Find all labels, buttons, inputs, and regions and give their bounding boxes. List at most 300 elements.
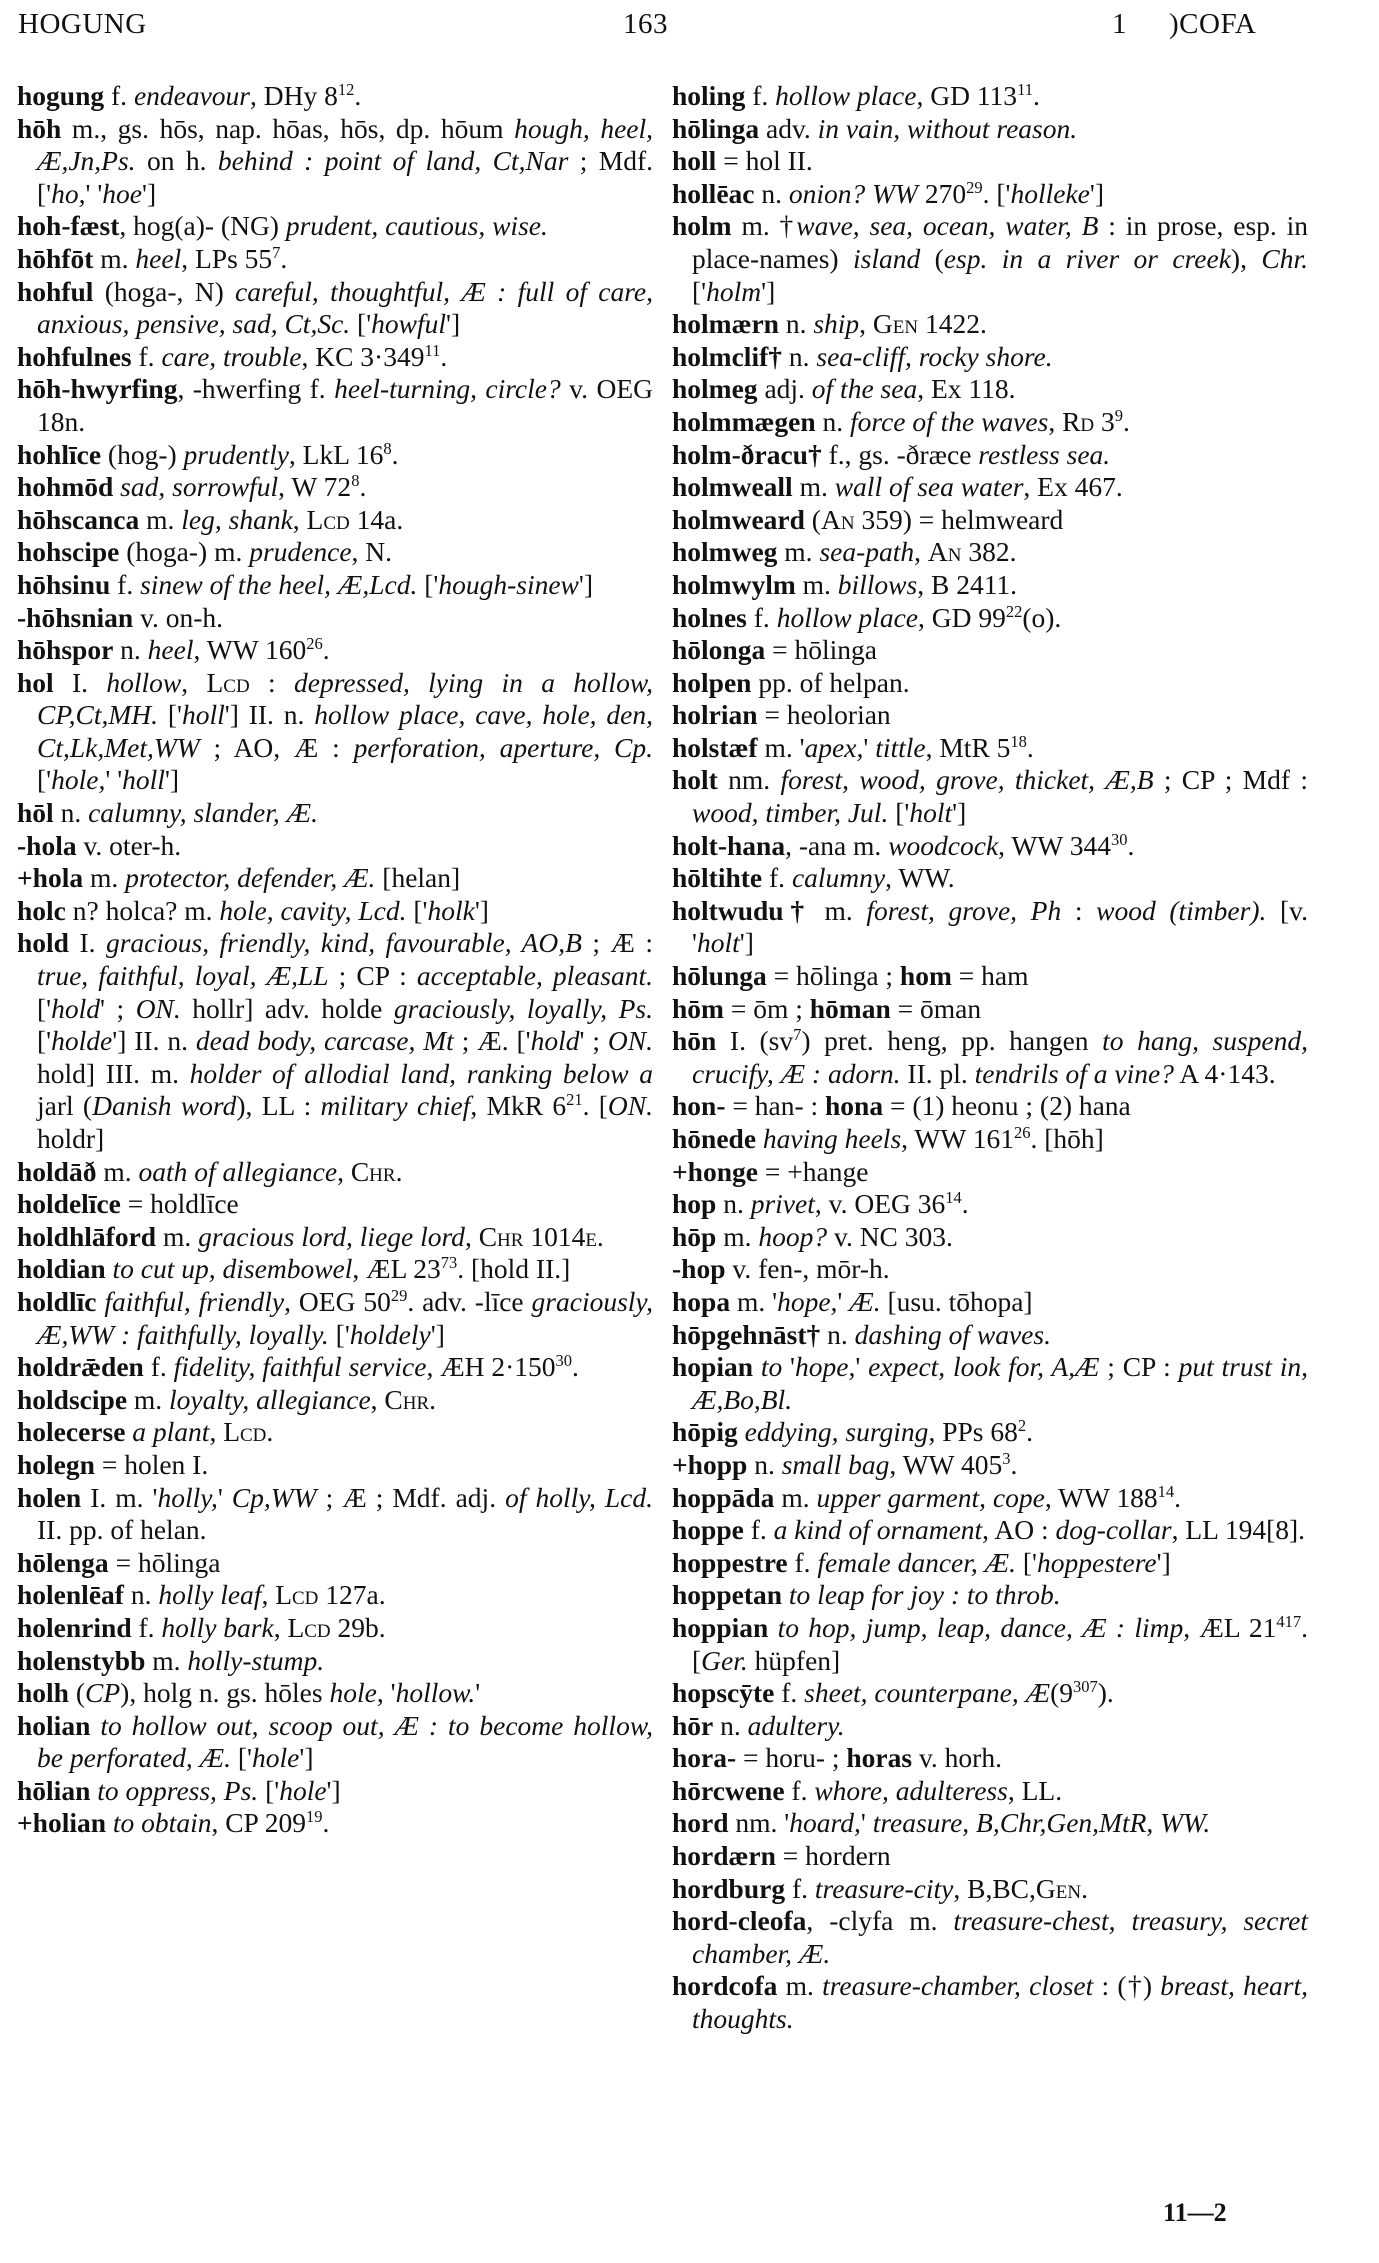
superscript-ref: 26 bbox=[1013, 1122, 1031, 1142]
definition-text: female dancer, Æ. bbox=[817, 1546, 1016, 1578]
definition-text: holdely bbox=[349, 1318, 431, 1350]
definition-text: forest, wood, grove, thicket, Æ,B bbox=[780, 764, 1154, 796]
dictionary-entry bbox=[672, 1286, 1308, 1319]
dictionary-entry bbox=[672, 341, 1308, 374]
definition-text: holder of allodial land, ranking below a bbox=[189, 1057, 653, 1089]
dictionary-entry bbox=[672, 439, 1308, 472]
headword: hom bbox=[899, 960, 952, 992]
entry-text: ; CP : bbox=[328, 960, 417, 992]
headword: hohful bbox=[17, 275, 94, 307]
entry-text: ; Mdf. [' bbox=[37, 145, 654, 209]
entry-text: m. bbox=[777, 536, 820, 568]
entry-text: , LL. bbox=[1007, 1774, 1063, 1806]
entry-text: n. bbox=[53, 797, 89, 829]
entry-text: , DHy 8 bbox=[250, 80, 338, 111]
entry-text: ( bbox=[804, 503, 821, 535]
entry-text: , LL 194[8]. bbox=[1171, 1514, 1306, 1546]
headword: holian bbox=[17, 1709, 91, 1741]
headword: hōr bbox=[672, 1709, 714, 1741]
definition-text: hole bbox=[252, 1742, 300, 1774]
headword: hoppetan bbox=[672, 1579, 783, 1611]
dictionary-entry bbox=[17, 1449, 653, 1482]
entry-text: ). bbox=[1097, 1677, 1114, 1709]
entry-text: n. bbox=[782, 340, 817, 372]
entry-text: = ōman bbox=[890, 992, 982, 1024]
definition-text: depressed, lying in a hollow, CP,Ct,MH. bbox=[37, 666, 653, 731]
definition-text: leg, shank bbox=[181, 503, 293, 535]
dictionary-entry bbox=[672, 1090, 1308, 1123]
entry-text: [' bbox=[328, 1318, 350, 1350]
entry-text: , MkR 6 bbox=[470, 1090, 567, 1122]
definition-text: holt bbox=[909, 797, 953, 829]
dictionary-entry bbox=[17, 80, 653, 113]
entry-text: (hoga-, N) bbox=[93, 275, 236, 307]
entry-text: v. oter-h. bbox=[76, 829, 182, 861]
entry-text: ; Æ : bbox=[581, 927, 653, 959]
source-abbrev: Rd bbox=[1062, 405, 1095, 437]
dictionary-column-left bbox=[17, 80, 653, 1840]
entry-text: , WW 160 bbox=[193, 634, 307, 666]
dictionary-entry bbox=[17, 1710, 653, 1775]
headword: holenlēaf bbox=[17, 1579, 124, 1611]
entry-text: f. bbox=[762, 862, 792, 894]
definition-text: tendrils of a vine? bbox=[974, 1057, 1174, 1089]
entry-text: . bbox=[1174, 1481, 1181, 1513]
entry-text: '] bbox=[446, 308, 461, 340]
definition-text: adultery. bbox=[747, 1709, 845, 1741]
entry-text: ' ; bbox=[100, 992, 136, 1024]
definition-text: ship bbox=[813, 308, 860, 340]
entry-text: m., gs. hōs, nap. hōas, hōs, dp. hōum bbox=[61, 112, 515, 144]
definition-text: heel bbox=[147, 634, 194, 666]
dictionary-entry bbox=[672, 1775, 1308, 1808]
definition-text: hole bbox=[279, 1774, 327, 1806]
headword: +holian bbox=[17, 1807, 107, 1839]
superscript-ref: 11 bbox=[424, 340, 441, 360]
definition-text: hoppestere bbox=[1037, 1546, 1157, 1578]
entry-text: : bbox=[1061, 894, 1097, 926]
headword: hōnede bbox=[672, 1123, 757, 1154]
definition-text: dead body, carcase, Mt bbox=[195, 1025, 454, 1057]
definition-text: hope, bbox=[794, 1351, 856, 1383]
definition-text: holleke bbox=[1010, 177, 1090, 209]
dictionary-entry bbox=[672, 764, 1308, 829]
entry-text: , WW 344 bbox=[998, 829, 1111, 861]
entry-text: ( bbox=[68, 1677, 86, 1709]
headword: holdāð bbox=[17, 1155, 97, 1187]
headword: hōlenga bbox=[17, 1546, 109, 1578]
entry-text: ( bbox=[920, 242, 944, 274]
definition-text: holl bbox=[122, 764, 165, 796]
entry-text: = hōlinga bbox=[765, 634, 877, 666]
entry-text bbox=[768, 1612, 777, 1643]
dictionary-entry bbox=[672, 504, 1308, 537]
headword: hōhfōt bbox=[17, 242, 94, 274]
definition-text: to bbox=[760, 1351, 783, 1383]
dictionary-entry bbox=[17, 797, 653, 830]
definition-text: Ger. bbox=[701, 1644, 748, 1676]
entry-text: = horu- ; bbox=[736, 1742, 847, 1774]
headword: hohscipe bbox=[17, 536, 120, 568]
headword: hoppian bbox=[672, 1611, 769, 1643]
dictionary-entry bbox=[672, 1873, 1308, 1906]
definition-text: forest, grove, Ph bbox=[866, 894, 1062, 926]
headword: holmærn bbox=[672, 308, 779, 340]
dictionary-entry bbox=[17, 1645, 653, 1678]
dictionary-entry bbox=[672, 993, 1308, 1026]
entry-text: II. pp. of helan. bbox=[37, 1514, 207, 1546]
definition-text: graciously, loyally, Ps. bbox=[393, 992, 653, 1024]
entry-text: '] bbox=[1089, 177, 1104, 209]
definition-text: gracious lord, liege lord bbox=[198, 1220, 465, 1252]
entry-text: pp. of helpan. bbox=[751, 666, 910, 698]
definition-text: holt bbox=[696, 927, 740, 959]
entry-text: f. bbox=[746, 601, 777, 633]
definition-text: of the sea bbox=[811, 373, 918, 405]
entry-text: = holen I. bbox=[94, 1448, 209, 1480]
headword: hoppe bbox=[672, 1514, 744, 1546]
definition-text: to obtain bbox=[112, 1807, 212, 1839]
superscript-ref: 7 bbox=[272, 242, 281, 262]
dictionary-entry bbox=[672, 569, 1308, 602]
dictionary-entry bbox=[17, 504, 653, 537]
entry-text: , -clyfa m. bbox=[806, 1905, 954, 1937]
entry-text: n. bbox=[713, 1709, 748, 1741]
entry-text: . bbox=[1032, 80, 1040, 111]
entry-text: ' bbox=[217, 1481, 232, 1513]
definition-text: behind : point of land, Ct,Nar bbox=[217, 145, 569, 177]
dictionary-entry bbox=[17, 1221, 653, 1254]
entry-text bbox=[753, 1351, 761, 1382]
entry-text: , bbox=[292, 503, 307, 535]
entry-text: 270 bbox=[917, 177, 967, 209]
dictionary-entry bbox=[672, 667, 1308, 700]
entry-text: m. ' bbox=[730, 1285, 778, 1317]
headword: hol bbox=[17, 666, 54, 698]
source-abbrev: Lcd bbox=[306, 503, 350, 535]
entry-text: 127a. bbox=[318, 1579, 386, 1611]
definition-text: care, trouble bbox=[161, 340, 302, 372]
headword: holc bbox=[17, 894, 66, 926]
headword: hōlinga bbox=[672, 112, 760, 144]
dictionary-entry bbox=[672, 1253, 1308, 1286]
superscript-ref: 22 bbox=[1005, 601, 1023, 621]
entry-text: , GD 99 bbox=[918, 601, 1006, 633]
definition-text: ho, bbox=[51, 177, 86, 209]
dictionary-entry bbox=[672, 1807, 1308, 1840]
dictionary-entry bbox=[17, 1416, 653, 1449]
headword: hōhspor bbox=[17, 634, 114, 666]
superscript-ref: 9 bbox=[1114, 405, 1124, 425]
entry-text: : bbox=[249, 666, 294, 698]
entry-text: , WW. bbox=[885, 862, 955, 894]
entry-text: . bbox=[1081, 1872, 1088, 1904]
entry-text: m. bbox=[716, 1220, 759, 1252]
entry-text: f. bbox=[743, 1514, 774, 1546]
source-abbrev: Chr bbox=[478, 1220, 524, 1252]
entry-text: . bbox=[440, 340, 448, 372]
entry-text: ' ' bbox=[105, 764, 123, 796]
entry-text: : (†) bbox=[1093, 1970, 1161, 2002]
definition-text: heel bbox=[135, 242, 182, 274]
dictionary-entry bbox=[17, 895, 653, 928]
headword: hōlian bbox=[17, 1774, 91, 1806]
entry-text: '] bbox=[739, 927, 754, 959]
definition-text: hole, bbox=[51, 764, 106, 796]
entry-text: , bbox=[337, 1155, 351, 1187]
definition-text: hold bbox=[51, 992, 101, 1024]
dictionary-entry bbox=[17, 113, 653, 211]
definition-text: to hop, jump, leap, dance, Æ : limp bbox=[777, 1611, 1184, 1643]
headword: hordcofa bbox=[672, 1970, 778, 2002]
entry-text: 29b. bbox=[330, 1611, 386, 1643]
definition-text: sad, sorrowful bbox=[120, 471, 279, 503]
entry-text: [' bbox=[406, 894, 428, 926]
entry-text: . [' bbox=[982, 177, 1011, 209]
entry-text: . bbox=[280, 242, 288, 274]
headword: hōman bbox=[809, 992, 891, 1024]
definition-text: wave, sea, ocean, water, B bbox=[796, 210, 1099, 242]
entry-text: ; CP : bbox=[1099, 1351, 1179, 1383]
dictionary-entry bbox=[672, 1449, 1308, 1482]
dictionary-entry bbox=[17, 569, 653, 602]
entry-text: [' bbox=[258, 1774, 280, 1806]
entry-text: on h. bbox=[135, 145, 218, 177]
dictionary-entry bbox=[672, 1710, 1308, 1743]
entry-text bbox=[782, 1579, 789, 1610]
headword: holmweard bbox=[672, 503, 805, 535]
dictionary-entry bbox=[672, 862, 1308, 895]
entry-text: = +hange bbox=[757, 1155, 869, 1187]
definition-text: put trust in, Æ,Bo,Bl. bbox=[692, 1351, 1308, 1415]
superscript-ref: 30 bbox=[1110, 829, 1128, 849]
entry-text: II. pl. bbox=[900, 1057, 975, 1089]
entry-text: n. bbox=[754, 177, 789, 209]
entry-text: '] bbox=[474, 894, 489, 926]
superscript-ref: 12 bbox=[337, 79, 355, 99]
entry-text: , Ex 118. bbox=[917, 373, 1016, 405]
entry-text: m. bbox=[96, 1155, 139, 1187]
superscript-ref: 307 bbox=[1073, 1676, 1098, 1696]
definition-text: treasure-chest, treasury, secret chamber, Æ. bbox=[692, 1905, 1308, 1969]
entry-text: '] bbox=[326, 1774, 341, 1806]
entry-text: = ham bbox=[951, 960, 1029, 992]
definition-text: expect, look for, A,Æ bbox=[868, 1351, 1100, 1383]
definition-text: privet bbox=[750, 1188, 815, 1220]
entry-text: ' bbox=[863, 731, 876, 763]
entry-text: f. bbox=[785, 1872, 815, 1904]
headword: holmmægen bbox=[672, 405, 816, 437]
definition-text: dog-collar bbox=[1055, 1514, 1172, 1546]
entry-text: , ÆL 23 bbox=[352, 1253, 441, 1285]
entry-text: . bbox=[322, 634, 330, 666]
headword: hōlonga bbox=[672, 634, 766, 666]
entry-text: f. bbox=[104, 80, 134, 111]
entry-text: I. (sv bbox=[716, 1025, 794, 1057]
definition-text: upper garment, cope bbox=[816, 1481, 1045, 1513]
dictionary-entry bbox=[17, 471, 653, 504]
definition-text: tittle bbox=[875, 731, 926, 763]
superscript-ref: 19 bbox=[305, 1807, 323, 1827]
dictionary-entry bbox=[17, 1253, 653, 1286]
entry-text: . bbox=[596, 1220, 604, 1252]
entry-text: . [hold II.] bbox=[457, 1253, 571, 1285]
dictionary-entry bbox=[17, 210, 653, 243]
headword: hoppāda bbox=[672, 1481, 775, 1513]
definition-text: wood, timber, Jul. bbox=[692, 797, 889, 829]
dictionary-entry bbox=[672, 80, 1308, 113]
source-abbrev: Chr bbox=[384, 1383, 430, 1415]
dictionary-entry bbox=[672, 1416, 1308, 1449]
definition-text: hold bbox=[530, 1025, 580, 1057]
definition-text: restless sea. bbox=[978, 438, 1111, 470]
headword: hollēac bbox=[672, 177, 755, 209]
definition-text: ON. bbox=[607, 1090, 653, 1122]
entry-text: f. bbox=[787, 1546, 818, 1578]
headword: -hop bbox=[672, 1253, 726, 1285]
definition-text: holly, bbox=[157, 1481, 218, 1513]
entry-text: hollr] adv. holde bbox=[180, 992, 394, 1024]
dictionary-entry bbox=[672, 602, 1308, 635]
headword: holecerse bbox=[17, 1416, 126, 1448]
headword: -hola bbox=[17, 829, 77, 861]
headword: +honge bbox=[672, 1155, 758, 1187]
definition-text: loyalty, allegiance bbox=[169, 1383, 371, 1415]
entry-text: v. NC 303. bbox=[827, 1220, 953, 1252]
superscript-ref: 8 bbox=[351, 470, 360, 490]
entry-text: hüpfen] bbox=[747, 1644, 841, 1676]
dictionary-entry bbox=[672, 732, 1308, 765]
entry-text: nm. ' bbox=[728, 1807, 790, 1839]
definition-text: hollow bbox=[106, 666, 182, 698]
entry-text: n. bbox=[747, 1448, 782, 1480]
headword: hora- bbox=[672, 1742, 737, 1774]
headword: hōl bbox=[17, 797, 54, 829]
entry-text: ; AO, Æ : bbox=[199, 731, 354, 763]
entry-text: [' bbox=[692, 275, 707, 307]
dictionary-entry bbox=[672, 1612, 1308, 1677]
dictionary-entry bbox=[672, 308, 1308, 341]
source-abbrev: An bbox=[820, 503, 855, 535]
dictionary-entry bbox=[17, 862, 653, 895]
definition-text: wood (timber). bbox=[1096, 894, 1267, 926]
entry-text: f. bbox=[131, 340, 162, 372]
superscript-ref: 14 bbox=[1157, 1481, 1175, 1501]
headword: hōh bbox=[17, 112, 62, 144]
definition-text: howful bbox=[371, 308, 447, 340]
running-head-right-b: )COFA bbox=[1169, 8, 1257, 40]
headword: +hopp bbox=[672, 1448, 748, 1480]
entry-text: [' bbox=[1016, 1546, 1037, 1578]
definition-text: sinew of the heel, Æ,Lcd. bbox=[140, 568, 418, 600]
entry-text: m. bbox=[139, 503, 182, 535]
definition-text: hoard, bbox=[789, 1807, 861, 1839]
dictionary-entry bbox=[17, 1351, 653, 1384]
entry-text: . bbox=[1026, 1416, 1033, 1448]
dictionary-entry bbox=[672, 830, 1308, 863]
entry-text: . bbox=[1127, 829, 1135, 861]
superscript-ref: 8 bbox=[383, 438, 392, 458]
entry-text: . [ bbox=[692, 1611, 1309, 1676]
definition-text: true, faithful, loyal, Æ,LL bbox=[37, 960, 329, 992]
entry-text: m. ' bbox=[757, 731, 805, 763]
dictionary-entry bbox=[17, 634, 653, 667]
dictionary-entry bbox=[17, 1775, 653, 1808]
headword: hopa bbox=[672, 1285, 731, 1317]
entry-text: . adv. -līce bbox=[407, 1285, 532, 1317]
definition-text: hole, cavity, Lcd. bbox=[219, 894, 407, 926]
dictionary-entry bbox=[17, 1384, 653, 1417]
entry-text bbox=[106, 1253, 113, 1284]
entry-text: . bbox=[391, 438, 399, 470]
definition-text: holly bark bbox=[161, 1611, 274, 1643]
definition-text: small bag bbox=[781, 1448, 890, 1480]
entry-text: ' ; bbox=[579, 1025, 608, 1057]
entry-text: , -hwerfing f. bbox=[177, 373, 335, 405]
headword: hōn bbox=[672, 1025, 717, 1057]
entry-text: ), LL : bbox=[236, 1090, 321, 1122]
entry-text: '] bbox=[299, 1742, 314, 1774]
headword: hōrcwene bbox=[672, 1774, 785, 1806]
definition-text: holde bbox=[51, 1025, 113, 1057]
entry-text: m. bbox=[156, 1220, 199, 1252]
entry-text: n. bbox=[113, 634, 148, 666]
headword: hōh-hwyrfing bbox=[17, 373, 178, 405]
entry-text: , bbox=[209, 1416, 224, 1448]
entry-text: n. bbox=[716, 1188, 751, 1220]
entry-text: I. m. ' bbox=[81, 1481, 158, 1513]
dictionary-entry bbox=[17, 1677, 653, 1710]
headword: holm-ðracu† bbox=[672, 438, 822, 470]
entry-text: , bbox=[914, 536, 928, 568]
entry-text: , bbox=[181, 666, 207, 698]
entry-text: . bbox=[1123, 405, 1130, 437]
entry-text: 359) = helmweard bbox=[854, 503, 1064, 535]
definition-text: calumny bbox=[791, 862, 886, 894]
entry-text bbox=[738, 1416, 745, 1447]
dictionary-entry bbox=[17, 341, 653, 374]
dictionary-entry bbox=[672, 1025, 1308, 1090]
entry-text: [' bbox=[350, 308, 372, 340]
definition-text: to oppress, Ps. bbox=[97, 1774, 259, 1806]
headword: holstæf bbox=[672, 731, 758, 763]
entry-text: holdr] bbox=[37, 1123, 105, 1154]
entry-text: v. on-h. bbox=[133, 601, 224, 633]
definition-text: gracious, friendly, kind, favourable, AO,B bbox=[105, 927, 582, 959]
entry-text: v. fen-, mōr-h. bbox=[725, 1253, 890, 1285]
definition-text: onion? WW bbox=[788, 177, 918, 209]
definition-text: Cp,WW bbox=[231, 1481, 317, 1513]
definition-text: hoop? bbox=[758, 1220, 828, 1252]
definition-text: holk bbox=[427, 894, 475, 926]
entry-text: , ÆL 21 bbox=[1183, 1611, 1277, 1643]
entry-text: , bbox=[859, 308, 873, 340]
entry-text: '] II. n. bbox=[112, 1025, 196, 1057]
definition-text: faithful, friendly bbox=[104, 1285, 285, 1317]
entry-text: v. OEG 18n. bbox=[37, 373, 654, 437]
entry-text: = heolorian bbox=[757, 699, 891, 731]
definition-text: to cut up, disembowel bbox=[112, 1253, 353, 1285]
entry-text bbox=[90, 1710, 100, 1741]
entry-text: = han- : bbox=[725, 1090, 826, 1122]
definition-text: ON. bbox=[607, 1025, 653, 1057]
entry-text: , Ex 467. bbox=[1023, 471, 1123, 503]
definition-text: endeavour bbox=[133, 80, 251, 111]
definition-text: of holly, Lcd. bbox=[505, 1481, 653, 1513]
entry-text: , OEG 50 bbox=[284, 1285, 391, 1317]
definition-text: wall of sea water bbox=[834, 471, 1024, 503]
definition-text: force of the waves bbox=[850, 405, 1049, 437]
